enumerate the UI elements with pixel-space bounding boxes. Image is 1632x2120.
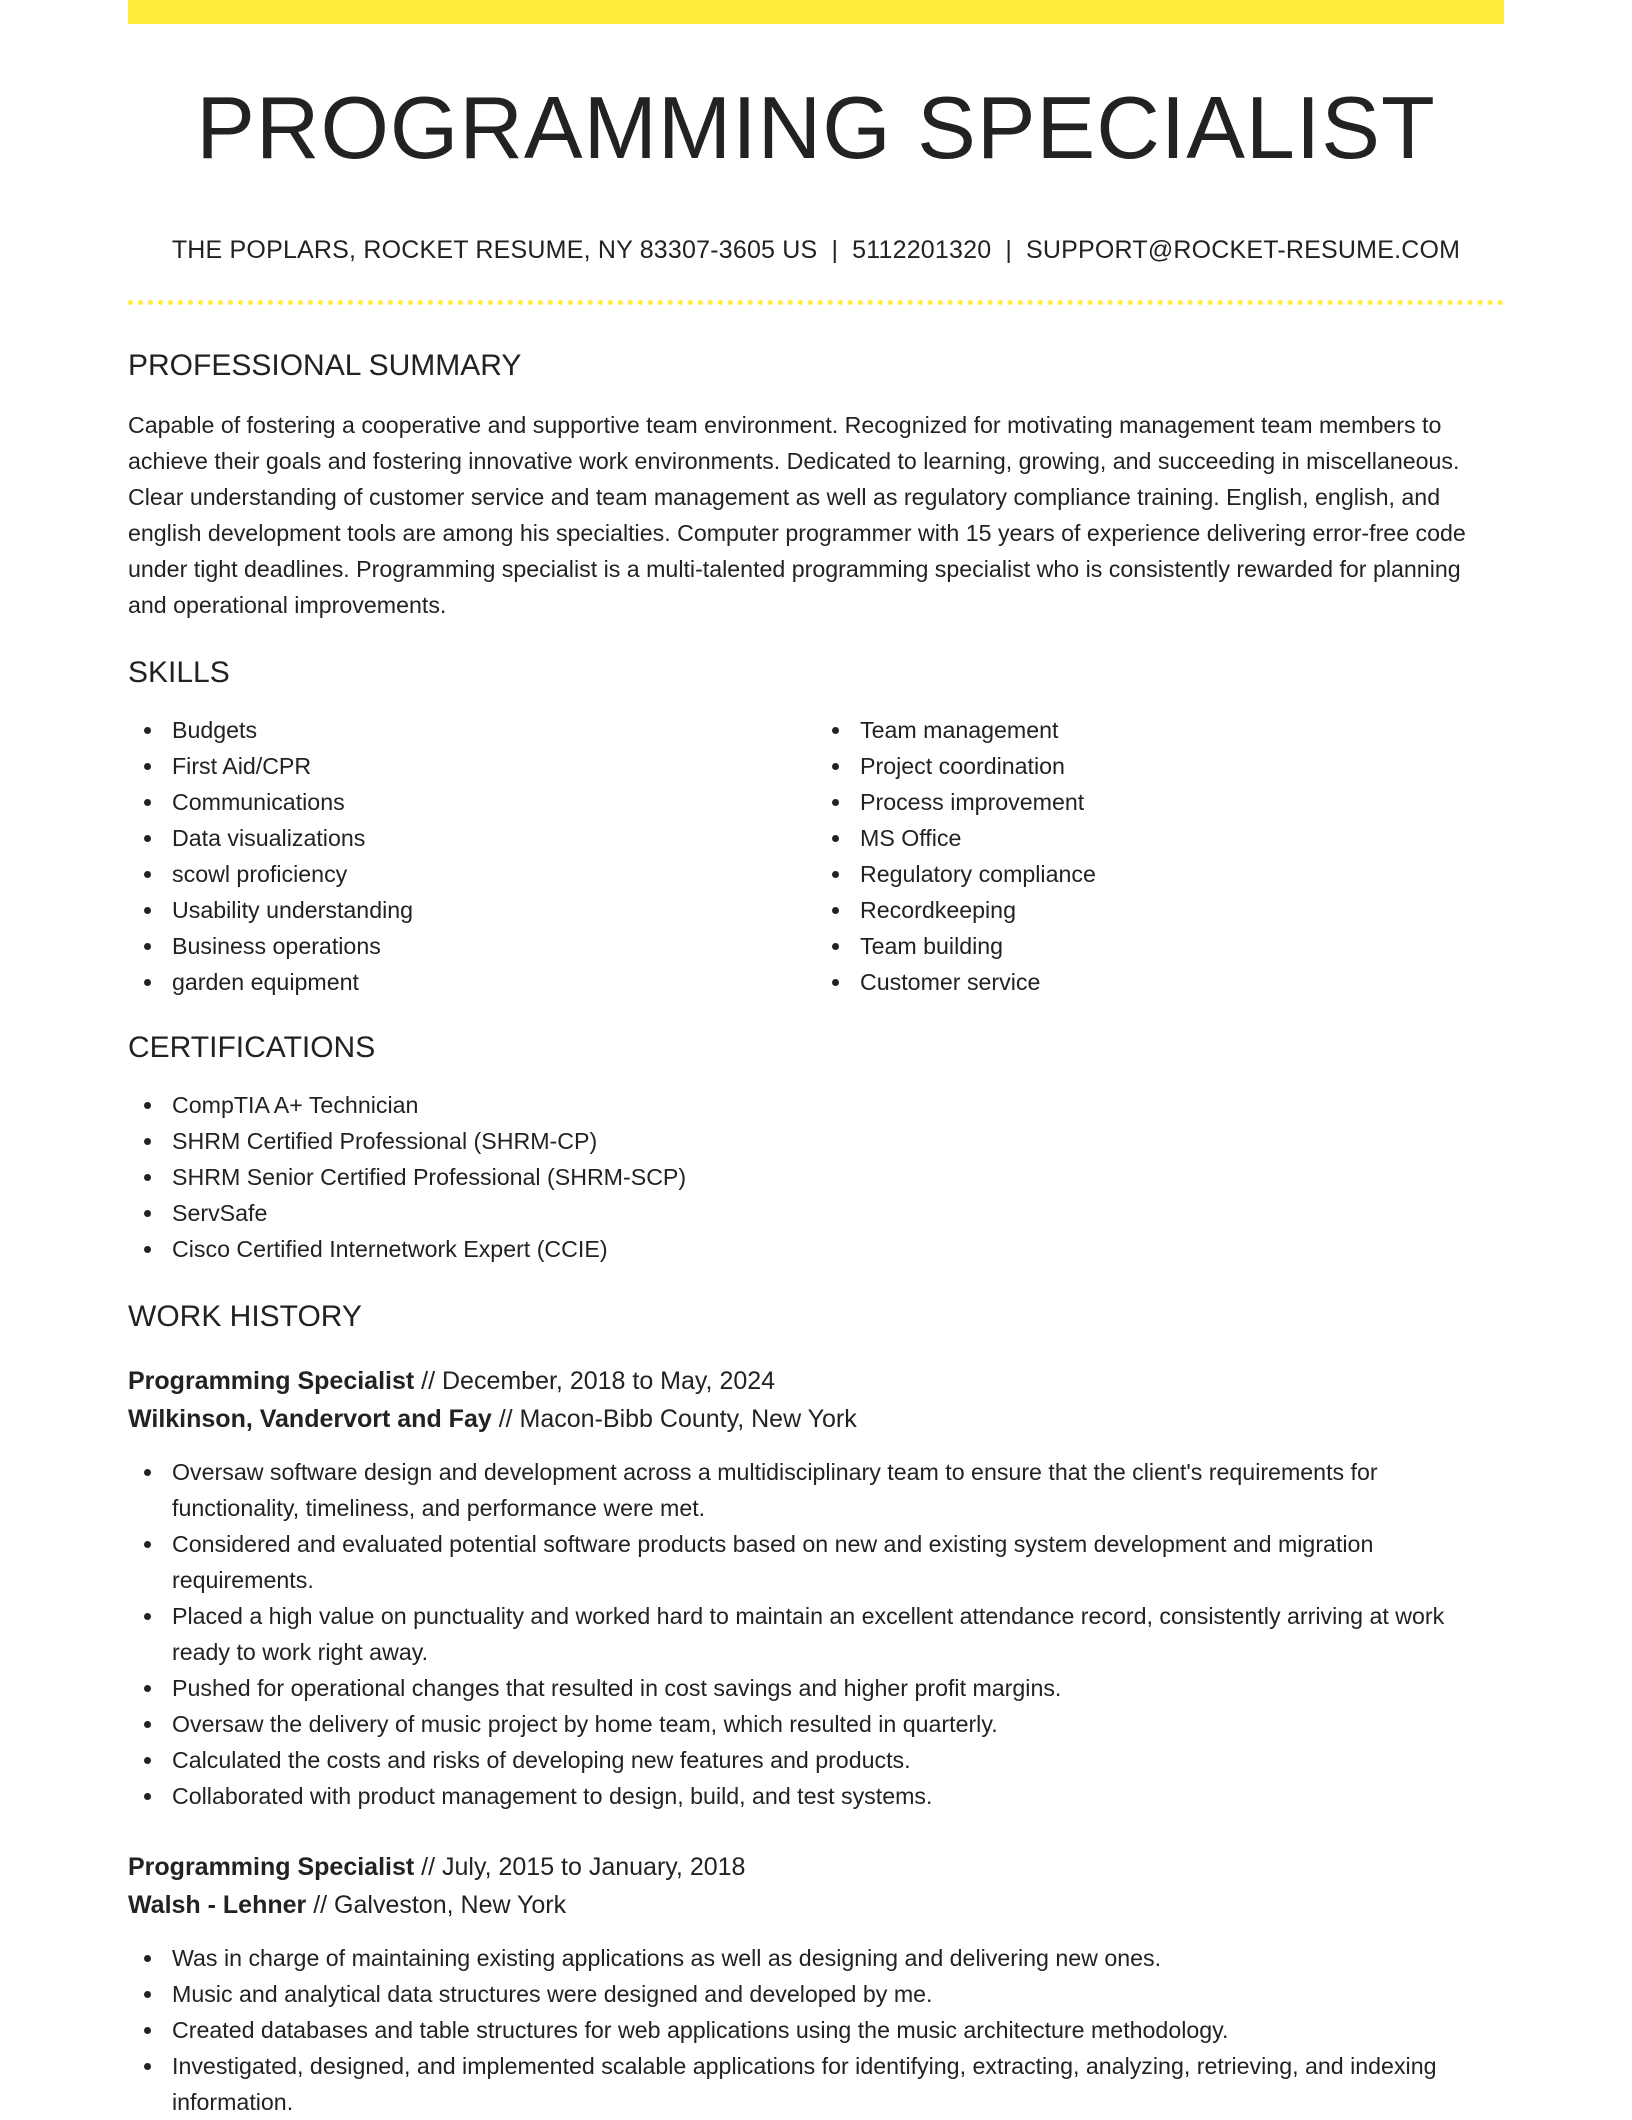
certification-item: CompTIA A+ Technician — [128, 1087, 1504, 1123]
contact-address: THE POPLARS, ROCKET RESUME, NY 83307-3605 US — [171, 236, 818, 264]
skill-item: Regulatory compliance — [816, 856, 1504, 892]
job-header — [128, 1362, 1504, 1438]
job-dates: // December, 2018 to May, 2024 — [421, 1367, 776, 1395]
skill-item: Business operations — [128, 928, 816, 964]
job-bullet-list — [128, 1940, 1504, 2120]
job-header — [128, 1848, 1504, 1924]
job-bullet-list — [128, 1454, 1504, 1814]
job-bullet: Considered and evaluated potential software products based on new and existing system development and migration requirements. — [128, 1526, 1504, 1598]
contact-line — [128, 238, 1504, 263]
job-company-line — [128, 1400, 1504, 1438]
job-bullet: Calculated the costs and risks of developing new features and products. — [128, 1742, 1504, 1778]
contact-email: SUPPORT@ROCKET-RESUME.COM — [1026, 236, 1461, 264]
skills-heading: SKILLS — [128, 656, 230, 689]
skill-item: MS Office — [816, 820, 1504, 856]
certification-item: ServSafe — [128, 1195, 1504, 1231]
skill-item: Usability understanding — [128, 892, 816, 928]
skills-columns — [128, 712, 1504, 1000]
skill-item: garden equipment — [128, 964, 816, 1000]
skill-item: Budgets — [128, 712, 816, 748]
skills-list-left — [128, 712, 816, 1000]
job-title: Programming Specialist — [128, 1853, 415, 1881]
job-bullet: Investigated, designed, and implemented scalable applications for identifying, extracting, analyzing, retrieving, and indexing information. — [128, 2048, 1504, 2120]
summary-heading: PROFESSIONAL SUMMARY — [128, 349, 522, 382]
job-location: // Macon-Bibb County, New York — [498, 1405, 857, 1433]
job-bullet: Oversaw the delivery of music project by home team, which resulted in quarterly. — [128, 1706, 1504, 1742]
resume-page — [128, 0, 1504, 2120]
certification-item: SHRM Senior Certified Professional (SHRM-SCP) — [128, 1159, 1504, 1195]
skill-item: Communications — [128, 784, 816, 820]
job-bullet: Was in charge of maintaining existing applications as well as designing and delivering new ones. — [128, 1940, 1504, 1976]
skill-item: Project coordination — [816, 748, 1504, 784]
skill-item: Team building — [816, 928, 1504, 964]
skill-item: Customer service — [816, 964, 1504, 1000]
job-bullet: Placed a high value on punctuality and worked hard to maintain an excellent attendance record, consistently arriving at work ready to work right away. — [128, 1598, 1504, 1670]
accent-bar — [128, 0, 1504, 24]
job-company-line — [128, 1886, 1504, 1924]
work-history-heading: WORK HISTORY — [128, 1300, 362, 1333]
job-title-line — [128, 1362, 1504, 1400]
skill-item: Team management — [816, 712, 1504, 748]
skill-item: Process improvement — [816, 784, 1504, 820]
skill-item: scowl proficiency — [128, 856, 816, 892]
contact-phone: 5112201320 — [852, 236, 992, 264]
certification-item: Cisco Certified Internetwork Expert (CCIE) — [128, 1231, 1504, 1267]
certifications-heading: CERTIFICATIONS — [128, 1031, 376, 1064]
certifications-list — [128, 1087, 1504, 1267]
job-bullet: Music and analytical data structures were designed and developed by me. — [128, 1976, 1504, 2012]
skill-item: Recordkeeping — [816, 892, 1504, 928]
job-title-line — [128, 1848, 1504, 1886]
job-bullet: Pushed for operational changes that resulted in cost savings and higher profit margins. — [128, 1670, 1504, 1706]
summary-text: Capable of fostering a cooperative and supportive team environment. Recognized for motivating management team members to achieve their goals and fostering innovative work environments. Dedicated to learning, growing, and succeeding in miscellaneous. Clear understanding of customer service and team management as well as regulatory compliance training. English, english, and english development tools are among his specialties. Computer programmer with 15 years of experience delivering error-free code under tight deadlines. Programming specialist is a multi-talented programming specialist who is consistently rewarded for planning and operational improvements. — [128, 412, 1466, 618]
skills-list-right — [816, 712, 1504, 1000]
job-bullet: Created databases and table structures for web applications using the music architecture methodology. — [128, 2012, 1504, 2048]
dotted-divider — [128, 300, 1504, 305]
job-company: Wilkinson, Vandervort and Fay — [128, 1405, 492, 1433]
skill-item: First Aid/CPR — [128, 748, 816, 784]
contact-separator: | — [831, 236, 839, 264]
resume-name: PROGRAMMING SPECIALIST — [196, 78, 1436, 177]
job-company: Walsh - Lehner — [128, 1891, 307, 1919]
job-bullet: Collaborated with product management to design, build, and test systems. — [128, 1778, 1504, 1814]
job-location: // Galveston, New York — [313, 1891, 567, 1919]
skill-item: Data visualizations — [128, 820, 816, 856]
job-bullet: Oversaw software design and development across a multidisciplinary team to ensure that the client's requirements for functionality, timeliness, and performance were met. — [128, 1454, 1504, 1526]
job-dates: // July, 2015 to January, 2018 — [421, 1853, 746, 1881]
certification-item: SHRM Certified Professional (SHRM-CP) — [128, 1123, 1504, 1159]
contact-separator: | — [1005, 236, 1013, 264]
job-title: Programming Specialist — [128, 1367, 415, 1395]
